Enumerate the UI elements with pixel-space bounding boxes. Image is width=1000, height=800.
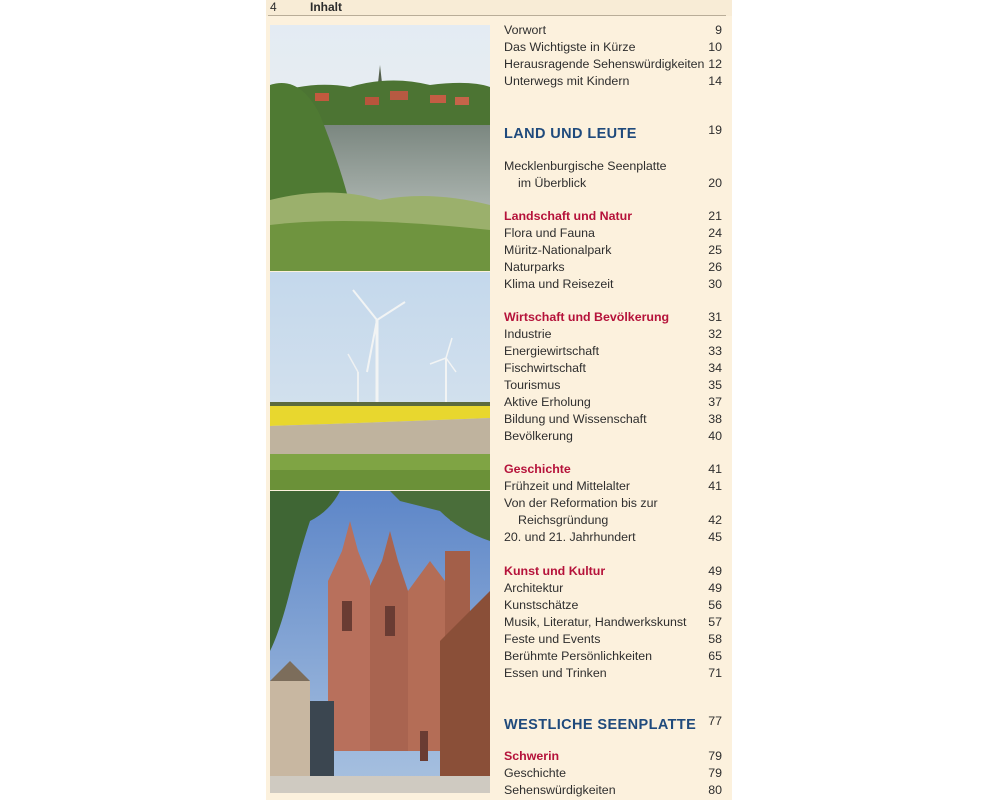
toc-entry[interactable]: Fischwirtschaft 34 <box>504 361 722 375</box>
toc-entry[interactable]: Vorwort 9 <box>504 23 722 37</box>
toc-entry[interactable]: Müritz-Nationalpark 25 <box>504 243 722 257</box>
toc-entry[interactable]: Bevölkerung 40 <box>504 429 722 443</box>
toc-entry[interactable]: Sehenswürdigkeiten 80 <box>504 783 722 797</box>
toc-entry[interactable]: Musik, Literatur, Handwerkskunst 57 <box>504 615 722 629</box>
toc-section-heading[interactable]: Landschaft und Natur 21 <box>504 209 722 223</box>
toc-entry[interactable]: Architektur 49 <box>504 581 722 595</box>
toc-entry[interactable]: 20. und 21. Jahrhundert 45 <box>504 530 722 544</box>
gothic-church-photo <box>270 491 490 793</box>
toc-entry[interactable]: Naturparks 26 <box>504 260 722 274</box>
toc-entry[interactable]: Unterwegs mit Kindern 14 <box>504 74 722 88</box>
toc-entry[interactable]: Von der Reformation bis zur <box>504 496 658 510</box>
toc-entry[interactable]: Klima und Reisezeit 30 <box>504 277 722 291</box>
toc-entry-continuation[interactable]: im Überblick 20 <box>518 176 722 190</box>
toc-entry[interactable]: Herausragende Sehenswürdigkeiten 12 <box>504 57 722 71</box>
toc-entry[interactable]: Frühzeit und Mittelalter 41 <box>504 479 722 493</box>
toc-entry[interactable]: Kunstschätze 56 <box>504 598 722 612</box>
toc-section-heading[interactable]: Wirtschaft und Bevölkerung 31 <box>504 310 722 324</box>
lake-village-photo <box>270 25 490 271</box>
toc-entry[interactable]: Essen und Trinken 71 <box>504 666 722 680</box>
toc-chapter-heading[interactable]: WESTLICHE SEENPLATTE 77 <box>504 714 722 733</box>
page-header <box>266 0 732 16</box>
toc-entry[interactable]: Bildung und Wissenschaft 38 <box>504 412 722 426</box>
header-rule <box>268 15 726 16</box>
toc-entry[interactable]: Energiewirtschaft 33 <box>504 344 722 358</box>
book-page <box>266 0 732 800</box>
toc-entry-continuation[interactable]: Reichsgründung 42 <box>518 513 722 527</box>
toc-entry[interactable]: Flora und Fauna 24 <box>504 226 722 240</box>
toc-entry[interactable]: Tourismus 35 <box>504 378 722 392</box>
toc-entry[interactable]: Berühmte Persönlichkeiten 65 <box>504 649 722 663</box>
toc-section-heading[interactable]: Kunst und Kultur 49 <box>504 564 722 578</box>
toc-entry[interactable]: Mecklenburgische Seenplatte <box>504 159 667 173</box>
toc-entry[interactable]: Feste und Events 58 <box>504 632 722 646</box>
toc-section-heading[interactable]: Schwerin 79 <box>504 749 722 763</box>
page-title: Inhalt <box>310 0 342 14</box>
toc-section-heading[interactable]: Geschichte 41 <box>504 462 722 476</box>
toc-entry[interactable]: Industrie 32 <box>504 327 722 341</box>
toc-chapter-heading[interactable]: LAND UND LEUTE 19 <box>504 123 722 142</box>
page-number: 4 <box>270 0 277 14</box>
toc-entry[interactable]: Geschichte 79 <box>504 766 722 780</box>
wind-turbines-photo <box>270 272 490 490</box>
toc-entry[interactable]: Das Wichtigste in Kürze 10 <box>504 40 722 54</box>
toc-entry[interactable]: Aktive Erholung 37 <box>504 395 722 409</box>
